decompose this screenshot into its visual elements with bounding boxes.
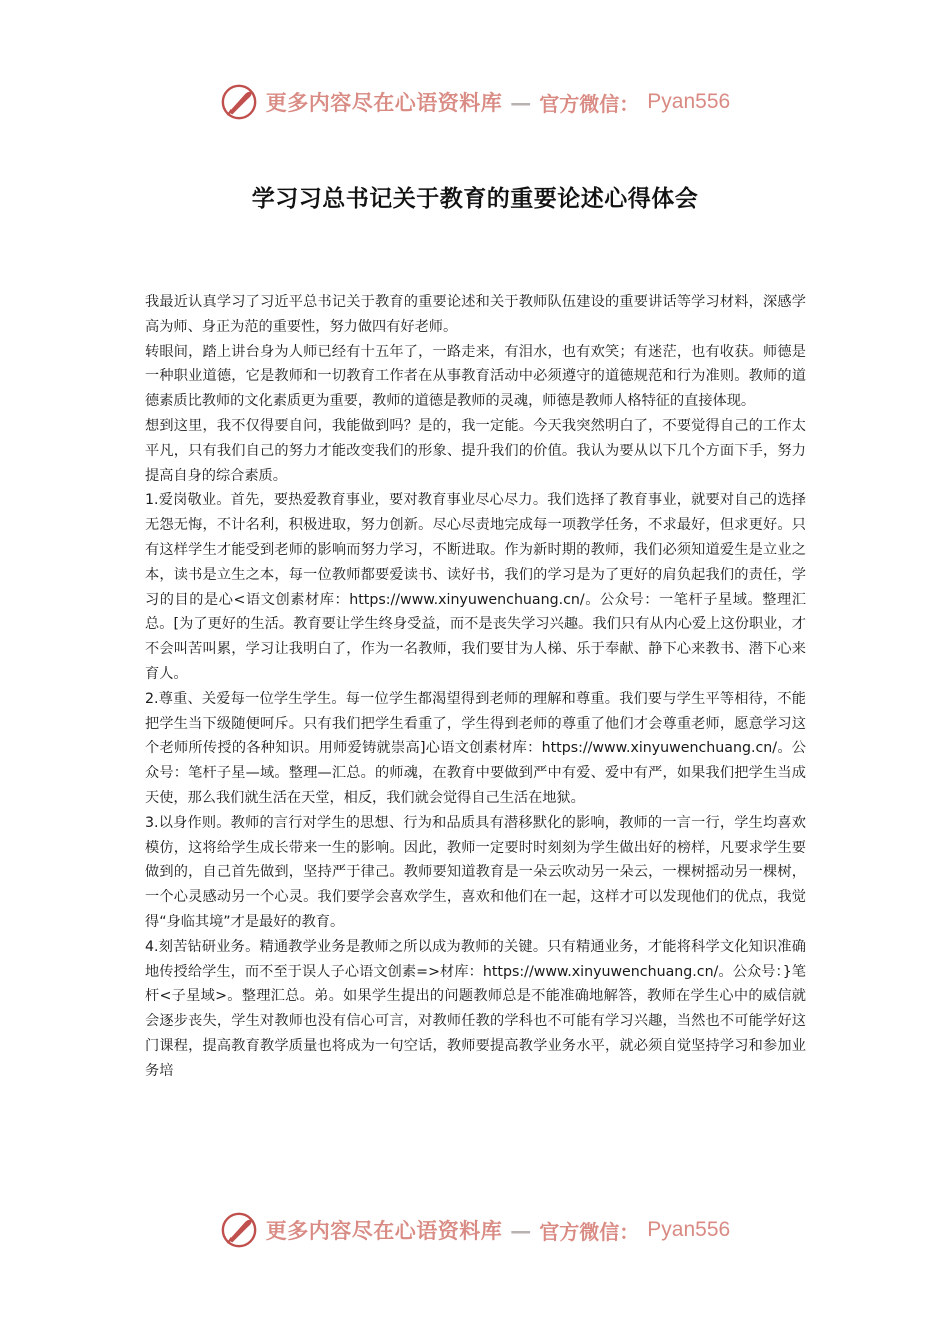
paragraph: 3.以身作则。教师的言行对学生的思想、行为和品质具有潜移默化的影响，教师的一言一行，学生均喜欢模仿，这将给学生成长带来一生的影响。因此，教师一定要时时刻刻为学生做出好的榜样，凡要求学生要做到的，自己首先做到，坚持严于律己。教师要知道教育是一朵云吹动另一朵云，一棵树摇动另一棵树，一个心灵感动另一个心灵。我们要学会喜欢学生，喜欢和他们在一起，这样才可以发现他们的优点，我觉得“身临其境”才是最好的教育。 bbox=[145, 814, 806, 930]
paragraph: 4.刻苦钻研业务。精通教学业务是教师之所以成为教师的关键。只有精通业务，才能将科学文化知识准确地传授给学生，而不至于误人子心语文创素=>材库：https://www.xinyuwenchuang.cn/。公众号：}笔杆<子星域>。整理汇总。弟。如果学生提出的问题教师总是不能准确地解答，教师在学生心中的威信就会逐步丧失，学生对教师也没有信心可言，对教师任教的学科也不可能有学习兴趣，当然也不可能学好这门课程，提高教育教学质量也将成为一句空话，教师要提高教学业务水平，就必须自觉坚持学习和参加业务培 bbox=[145, 938, 806, 1079]
paragraph: 转眼间，踏上讲台身为人师已经有十五年了，一路走来，有泪水，也有欢笑；有迷茫，也有收获。师德是一种职业道德，它是教师和一切教育工作者在从事教育活动中必须遵守的道德规范和行为准则。教师的道德素质比教师的文化素质更为重要，教师的道德是教师的灵魂，师德是教师人格特征的直接体现。 bbox=[145, 343, 806, 410]
paragraph: 想到这里，我不仅得要自问，我能做到吗？是的，我一定能。今天我突然明白了，不要觉得自己的工作太平凡，只有我们自己的努力才能改变我们的形象、提升我们的价值。我认为要从以下几个方面下手，努力提高自身的综合素质。 bbox=[145, 417, 806, 484]
footer-banner bbox=[0, 1206, 950, 1254]
banner-text: 更多内容尽在心语资料库 bbox=[265, 90, 503, 115]
banner-wechat-id: Pyan556 bbox=[647, 90, 731, 113]
header-banner bbox=[0, 78, 950, 126]
banner-dash: — bbox=[510, 1217, 532, 1243]
document-title: 学习习总书记关于教育的重要论述心得体会 bbox=[251, 186, 699, 212]
banner-dash: — bbox=[510, 89, 532, 115]
paragraph: 2.尊重、关爱每一位学生学生。每一位学生都渴望得到老师的理解和尊重。我们要与学生平等相待，不能把学生当下级随便呵斥。只有我们把学生看重了，学生得到老师的尊重了他们才会尊重老师，愿意学习这个老师所传授的各种知识。用师爱铸就崇高]心语文创素材库：https://www.xinyuwenchuang.cn/。公众号：笔杆子星—域。整理—汇总。的师魂，在教育中要做到严中有爱、爱中有严，如果我们把学生当成天使，那么我们就生活在天堂，相反，我们就会觉得自己生活在地狱。 bbox=[145, 690, 806, 806]
document-body bbox=[145, 290, 806, 1084]
quill-logo-icon bbox=[220, 83, 258, 121]
banner-text: 更多内容尽在心语资料库 bbox=[265, 1218, 503, 1243]
quill-logo-icon bbox=[220, 1211, 258, 1249]
banner-wechat-id: Pyan556 bbox=[647, 1218, 731, 1241]
paragraph: 1.爱岗敬业。首先，要热爱教育事业，要对教育事业尽心尽力。我们选择了教育事业，就要对自己的选择无怨无悔，不计名利，积极进取，努力创新。尽心尽责地完成每一项教学任务，不求最好，但求更好。只有这样学生才能受到老师的影响而努力学习，不断进取。作为新时期的教师，我们必须知道爱生是立业之本，读书是立生之本，每一位教师都要爱读书、读好书，我们的学习是为了更好的肩负起我们的责任，学习的目的是心<语文创素材库：https://www.xinyuwenchuang.cn/。公众号：一笔杆子星域。整理汇总。[为了更好的生活。教育要让学生终身受益，而不是丧失学习兴趣。我们只有从内心爱上这份职业，才不会叫苦叫累，学习让我明白了，作为一名教师，我们要甘为人梯、乐于奉献、静下心来教书、潜下心来育人。 bbox=[145, 492, 806, 682]
banner-wechat-label: 官方微信： bbox=[539, 1219, 640, 1244]
banner-wechat-label: 官方微信： bbox=[539, 91, 640, 116]
paragraph: 我最近认真学习了习近平总书记关于教育的重要论述和关于教师队伍建设的重要讲话等学习材料，深感学高为师、身正为范的重要性，努力做四有好老师。 bbox=[145, 294, 806, 335]
